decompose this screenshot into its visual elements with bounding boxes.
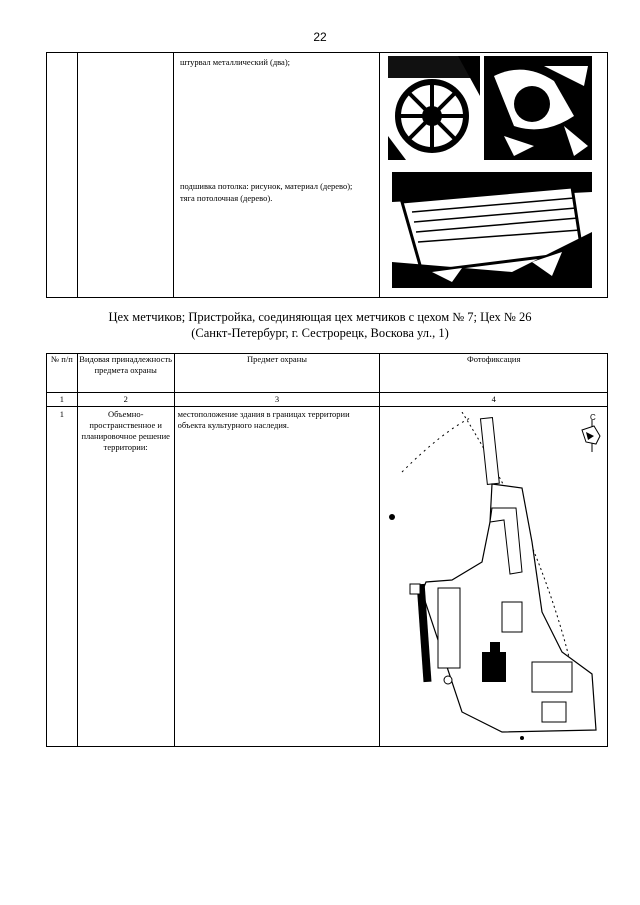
subject-text-ceiling-line2: тяга потолочная (дерево). xyxy=(180,193,273,203)
header-num: № п/п xyxy=(47,354,78,393)
section-heading-line2: (Санкт-Петербург, г. Сестрорецк, Воскова ул., 1) xyxy=(191,326,449,340)
photo-steering-wheel-2 xyxy=(484,56,592,160)
column-number: 4 xyxy=(380,393,608,407)
section-heading xyxy=(0,309,640,341)
column-number: 2 xyxy=(77,393,174,407)
photo-steering-wheel-1 xyxy=(388,56,480,160)
cell-num xyxy=(47,53,78,298)
subject-text-ceiling-line1: подшивка потолка: рисунок, материал (дерево); xyxy=(180,181,353,191)
subject-text-ceiling xyxy=(180,180,376,204)
page-number: 22 xyxy=(313,30,327,44)
header-subject: Предмет охраны xyxy=(174,354,380,393)
table-header-row xyxy=(47,354,608,393)
column-number: 1 xyxy=(47,393,78,407)
photo-ceiling xyxy=(392,172,592,288)
header-type: Видовая принадлежность предмета охраны xyxy=(77,354,174,393)
row-num: 1 xyxy=(47,407,78,747)
north-label: С xyxy=(590,413,596,422)
section-heading-line1: Цех метчиков; Пристройка, соединяющая цех метчиков с цехом № 7; Цех № 26 xyxy=(108,310,532,324)
site-plan-map xyxy=(382,412,604,744)
cell-subject xyxy=(174,53,380,298)
cell-type xyxy=(77,53,173,298)
column-number: 3 xyxy=(174,393,380,407)
header-photo: Фотофиксация xyxy=(380,354,608,393)
row-subject: местоположение здания в границах территории объекта культурного наследия. xyxy=(174,407,380,747)
column-number-row xyxy=(47,393,608,407)
row-type: Объемно-пространственное и планировочное решение территории: xyxy=(77,407,174,747)
subject-text-steering-wheel: штурвал металлический (два); xyxy=(180,57,291,67)
